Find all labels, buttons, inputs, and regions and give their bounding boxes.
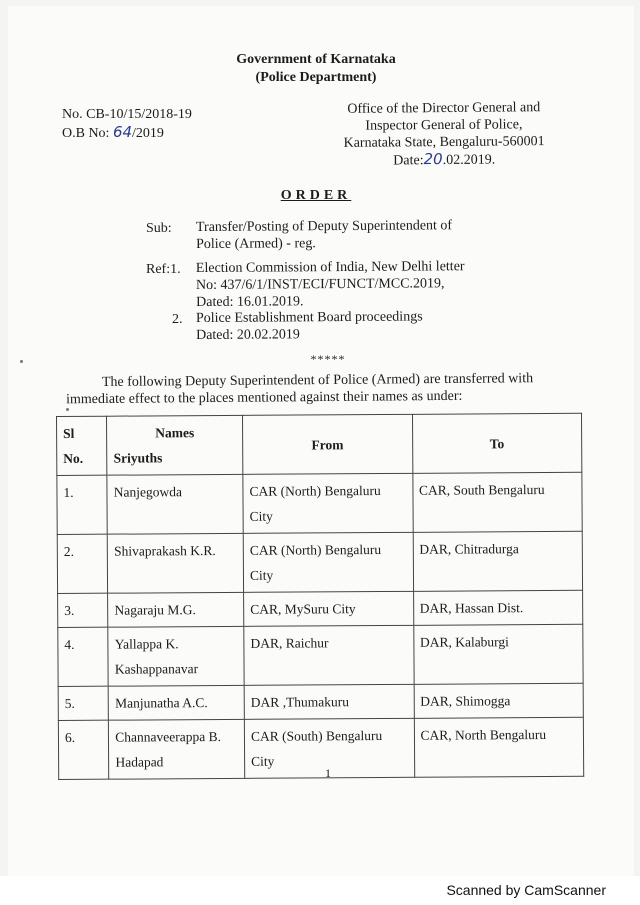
page-number: 1 bbox=[325, 766, 331, 780]
cell-name: Nagaraju M.G. bbox=[108, 592, 244, 627]
header-sl-no bbox=[57, 416, 108, 475]
date-handwritten: 20 bbox=[423, 150, 443, 169]
reference-1-line-2: No: 437/6/1/INST/ECI/FUNCT/MCC.2019, bbox=[195, 276, 445, 294]
table-row bbox=[58, 717, 583, 779]
intro-line-1: The following Deputy Superintendent of Police (Armed) are transferred with bbox=[101, 371, 534, 390]
cell-name: Shivaprakash K.R. bbox=[108, 533, 244, 593]
cell-sl: 5. bbox=[58, 686, 109, 720]
scan-speck bbox=[20, 360, 23, 363]
cell-to: DAR, Kalaburgi bbox=[413, 624, 583, 684]
header-from: From bbox=[243, 414, 413, 474]
reference-2 bbox=[196, 308, 496, 344]
table-row bbox=[57, 531, 582, 593]
header-no: No. bbox=[63, 450, 84, 466]
table-row bbox=[58, 683, 583, 720]
separator-stars: ***** bbox=[310, 352, 346, 366]
cell-name: Nanjegowda bbox=[107, 474, 243, 534]
reference-1 bbox=[196, 258, 496, 311]
reference-label: Ref:1. bbox=[146, 262, 181, 277]
cell-name: Yallappa K. Kashappanavar bbox=[108, 626, 244, 686]
cell-to: DAR, Shimogga bbox=[414, 683, 584, 718]
subject-line-1: Transfer/Posting of Deputy Superintendent of bbox=[195, 218, 453, 236]
scanner-footer bbox=[0, 876, 640, 905]
cell-from: CAR, MySuru City bbox=[244, 591, 414, 626]
cell-sl: 2. bbox=[57, 534, 108, 593]
table-row bbox=[58, 624, 583, 686]
cell-sl: 1. bbox=[57, 475, 108, 534]
table-row bbox=[57, 472, 582, 534]
cell-sl: 3. bbox=[58, 593, 109, 627]
office-address bbox=[326, 99, 563, 170]
cell-from: CAR (North) Bengaluru City bbox=[243, 473, 413, 533]
date-prefix: Date: bbox=[393, 153, 424, 169]
ob-number-prefix: O.B No: bbox=[62, 126, 113, 141]
header-government: Government of Karnataka bbox=[236, 52, 396, 67]
reference-1-line-3: Dated: 16.01.2019. bbox=[196, 294, 304, 311]
table-header-row bbox=[57, 413, 582, 475]
scanner-watermark: Scanned by CamScanner bbox=[446, 882, 606, 898]
cell-from: DAR, Raichur bbox=[244, 625, 414, 685]
cell-from: CAR (South) Bengaluru City bbox=[244, 718, 414, 778]
header-department: (Police Department) bbox=[255, 70, 377, 85]
cell-to: DAR, Chitradurga bbox=[413, 531, 583, 591]
cell-name: Channaveerappa B. Hadapad bbox=[109, 719, 245, 779]
table-row bbox=[58, 590, 583, 627]
intro-paragraph bbox=[66, 370, 586, 409]
cell-sl: 6. bbox=[58, 720, 109, 779]
order-title: ORDER bbox=[280, 188, 352, 203]
cell-name: Manjunatha A.C. bbox=[108, 685, 244, 720]
reference-2-number: 2. bbox=[172, 312, 183, 327]
transfer-table bbox=[56, 413, 584, 780]
ob-number-suffix: /2019 bbox=[132, 126, 164, 141]
cell-from: CAR (North) Bengaluru City bbox=[243, 532, 413, 592]
cell-to: CAR, South Bengaluru bbox=[412, 472, 582, 532]
reference-1-line-1: Election Commission of India, New Delhi letter bbox=[195, 259, 465, 277]
date-suffix: .02.2019. bbox=[442, 152, 496, 169]
reference-2-line-2: Dated: 20.02.2019 bbox=[196, 327, 300, 344]
cell-from: DAR ,Thumakuru bbox=[244, 684, 414, 719]
ob-number bbox=[62, 124, 164, 142]
office-date bbox=[326, 150, 562, 170]
office-line-2: Inspector General of Police, bbox=[365, 117, 523, 134]
cell-to: DAR, Hassan Dist. bbox=[413, 590, 583, 625]
subject-line-2: Police (Armed) - reg. bbox=[196, 236, 316, 253]
cell-to: CAR, North Bengaluru bbox=[414, 717, 584, 777]
header-to: To bbox=[412, 413, 582, 473]
header-names-label: Names bbox=[155, 425, 195, 441]
subject-text bbox=[196, 217, 492, 253]
intro-line-2: immediate effect to the places mentioned against their names as under: bbox=[66, 388, 463, 408]
subject-label: Sub: bbox=[146, 221, 172, 236]
header-sriyuths: Sriyuths bbox=[113, 450, 163, 466]
cell-sl: 4. bbox=[58, 627, 109, 686]
scan-speck bbox=[66, 408, 69, 411]
ob-number-handwritten: 64 bbox=[112, 123, 133, 141]
header-sl: Sl bbox=[63, 425, 75, 441]
reference-2-line-1: Police Establishment Board proceedings bbox=[195, 309, 423, 327]
office-line-1: Office of the Director General and bbox=[347, 100, 541, 117]
header-names bbox=[107, 415, 243, 475]
office-line-3: Karnataka State, Bengaluru-560001 bbox=[343, 134, 545, 151]
file-number: No. CB-10/15/2018-19 bbox=[62, 107, 192, 122]
